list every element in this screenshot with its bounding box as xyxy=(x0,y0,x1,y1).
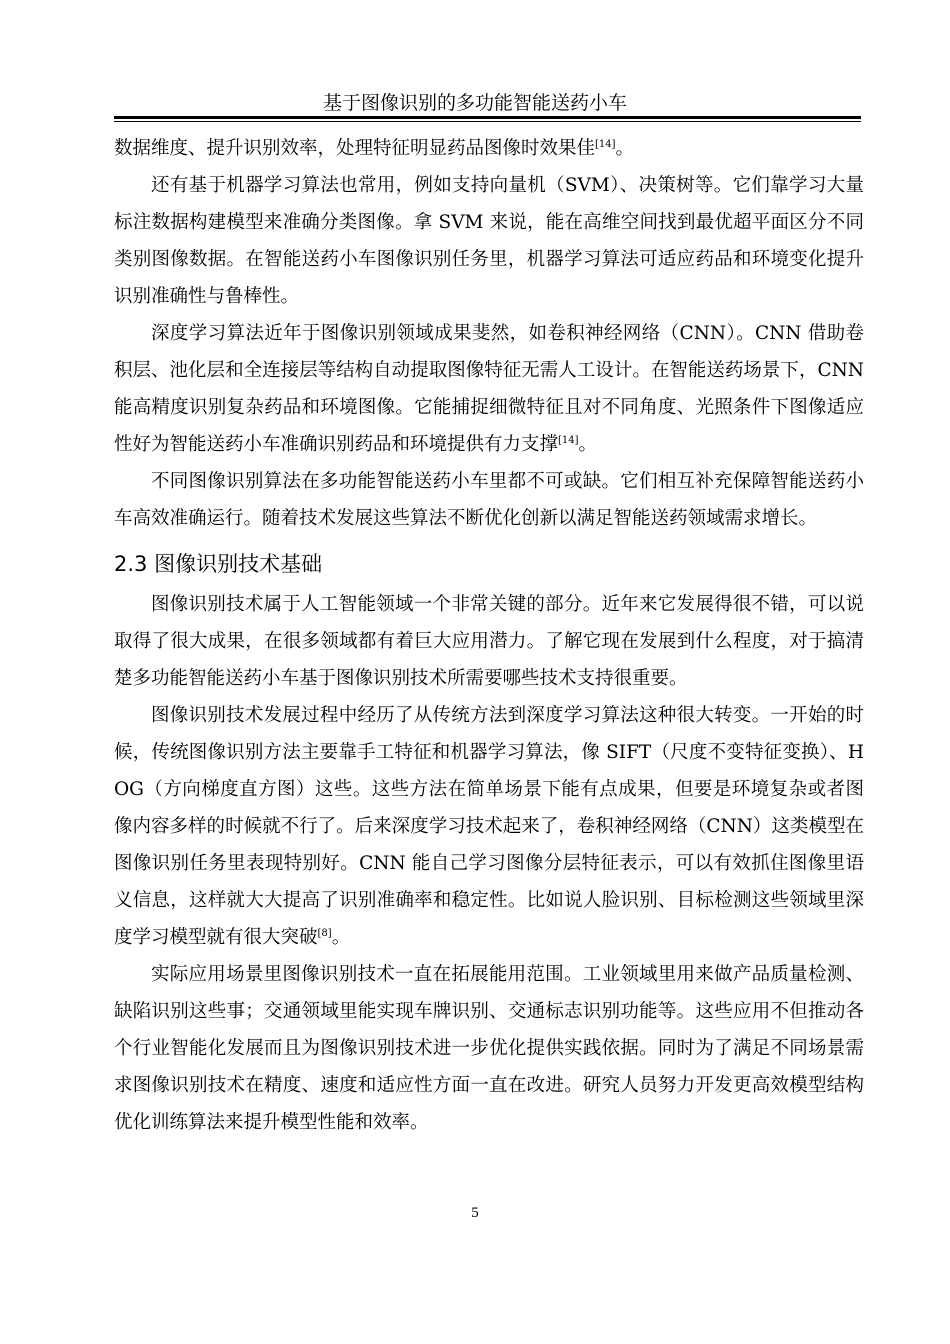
body-paragraph: 深度学习算法近年于图像识别领域成果斐然，如卷积神经网络（CNN）。CNN 借助卷积层、池化层和全连接层等结构自动提取图像特征无需人工设计。在智能送药场景下，CNN 能高精度识别复杂药品和环境图像。它能捕捉细微特征且对不同角度、光照条件下图像适应性好为智能送药小车准确识别药品和环境提供有力支撑[14]。 xyxy=(114,323,864,455)
body-paragraph: 还有基于机器学习算法也常用，例如支持向量机（SVM）、决策树等。它们靠学习大量标注数据构建模型来准确分类图像。拿 SVM 来说，能在高维空间找到最优超平面区分不同类别图像数据。在智能送药小车图像识别任务里，机器学习算法可适应药品和环境变化提升识别准确性与鲁棒性。 xyxy=(114,175,864,307)
page-number: 5 xyxy=(471,1205,479,1221)
running-header-title: 基于图像识别的多功能智能送药小车 xyxy=(322,92,627,114)
section-heading: 2.3 图像识别技术基础 xyxy=(114,552,323,576)
body-paragraph: 图像识别技术属于人工智能领域一个非常关键的部分。近年来它发展得很不错，可以说取得了很大成果，在很多领域都有着巨大应用潜力。了解它现在发展到什么程度，对于搞清楚多功能智能送药小车基于图像识别技术所需要哪些技术支持很重要。 xyxy=(114,594,864,689)
header-rule-thin xyxy=(114,121,861,122)
page-body xyxy=(114,130,864,1141)
header-rule-thick xyxy=(114,116,861,119)
citation: [8] xyxy=(317,928,332,939)
body-paragraph: 实际应用场景里图像识别技术一直在拓展能用范围。工业领域里用来做产品质量检测、缺陷识别这些事；交通领域里能实现车牌识别、交通标志识别功能等。这些应用不但推动各个行业智能化发展而且为图像识别技术进一步优化提供实践依据。同时为了满足不同场景需求图像识别技术在精度、速度和适应性方面一直在改进。研究人员努力开发更高效模型结构优化训练算法来提升模型性能和效率。 xyxy=(114,964,864,1133)
citation: [14] xyxy=(595,139,616,150)
body-paragraph: 数据维度、提升识别效率，处理特征明显药品图像时效果佳[14]。 xyxy=(114,138,635,159)
body-paragraph: 不同图像识别算法在多功能智能送药小车里都不可或缺。它们相互补充保障智能送药小车高效准确运行。随着技术发展这些算法不断优化创新以满足智能送药领域需求增长。 xyxy=(114,471,864,529)
citation: [14] xyxy=(558,435,579,446)
body-paragraph: 图像识别技术发展过程中经历了从传统方法到深度学习算法这种很大转变。一开始的时候，传统图像识别方法主要靠手工特征和机器学习算法，像 SIFT（尺度不变特征变换）、HOG（方向梯度直方图）这些。这些方法在简单场景下能有点成果，但要是环境复杂或者图像内容多样的时候就不行了。后来深度学习技术起来了，卷积神经网络（CNN）这类模型在图像识别任务里表现特别好。CNN 能自己学习图像分层特征表示，可以有效抓住图像里语义信息，这样就大大提高了识别准确率和稳定性。比如说人脸识别、目标检测这些领域里深度学习模型就有很大突破[8]。 xyxy=(114,705,864,948)
